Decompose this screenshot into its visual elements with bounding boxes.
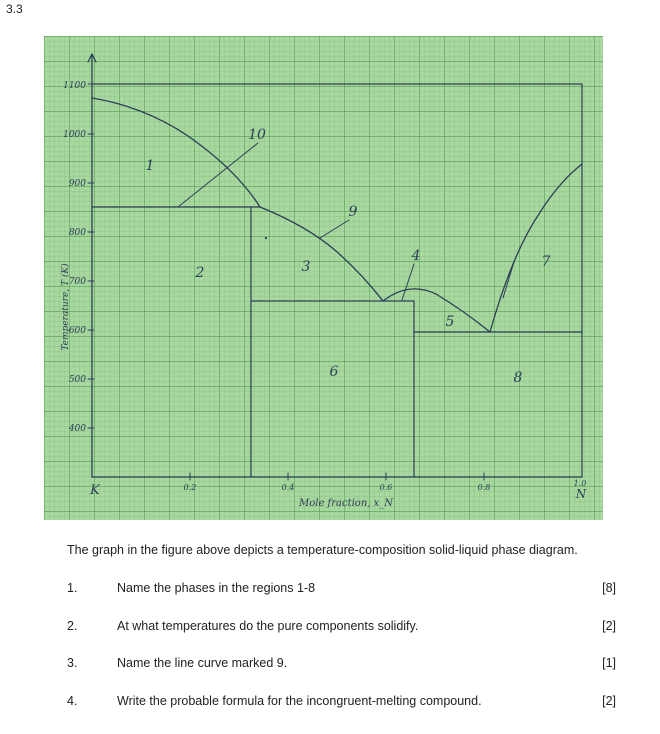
region-label-9: 9 — [348, 204, 358, 220]
x-axis-left-label: K — [90, 483, 100, 498]
question-marks: [1] — [602, 656, 616, 670]
question-marks: [2] — [602, 619, 616, 633]
x-tick-label: 1.0 — [573, 479, 587, 488]
intro-text: The graph in the figure above depicts a temperature-composition solid-liquid phase diagram. — [67, 543, 578, 557]
x-axis-right-label: N — [575, 487, 587, 501]
question-row — [0, 619, 660, 637]
x-tick-label: 0.2 — [183, 483, 197, 492]
y-tick-label: 400 — [68, 424, 86, 434]
y-axis-title: Temperature, T (K) — [61, 263, 71, 351]
x-tick-label: 0.6 — [379, 483, 393, 492]
question-marks: [2] — [602, 694, 616, 708]
region-label-7: 7 — [541, 254, 551, 270]
question-number: 1. — [67, 581, 78, 595]
question-marks: [8] — [602, 581, 616, 595]
y-tick-label: 500 — [68, 375, 86, 385]
phase-diagram — [44, 36, 603, 520]
question-text: Name the line curve marked 9. — [117, 656, 288, 670]
region-label-5: 5 — [445, 314, 455, 330]
section-number: 3.3 — [6, 2, 23, 16]
y-tick-label: 600 — [68, 326, 86, 336]
region-label-1: 1 — [145, 158, 155, 174]
y-tick-label: 1000 — [63, 130, 86, 140]
question-number: 3. — [67, 656, 78, 670]
question-text: Name the phases in the regions 1-8 — [117, 581, 316, 595]
question-row — [0, 694, 660, 712]
y-tick-label: 900 — [68, 179, 86, 189]
y-tick-label: 700 — [68, 277, 86, 287]
region-label-6: 6 — [329, 364, 339, 380]
region-label-3: 3 — [301, 259, 311, 275]
question-number: 4. — [67, 694, 78, 708]
question-text: At what temperatures do the pure components solidify. — [117, 619, 419, 633]
x-tick-label: 0.4 — [281, 483, 295, 492]
question-number: 2. — [67, 619, 78, 633]
question-text: Write the probable formula for the incongruent-melting compound. — [117, 694, 482, 708]
region-label-10: 10 — [248, 127, 266, 143]
region-label-8: 8 — [513, 370, 523, 386]
x-axis-title: Mole fraction, x_N — [298, 498, 394, 509]
y-tick-label: 1100 — [63, 81, 86, 91]
region-label-2: 2 — [195, 265, 205, 281]
region-label-4: 4 — [411, 248, 421, 264]
x-tick-label: 0.8 — [477, 483, 491, 492]
question-row — [0, 656, 660, 674]
y-tick-label: 800 — [68, 228, 86, 238]
question-row — [0, 581, 660, 599]
